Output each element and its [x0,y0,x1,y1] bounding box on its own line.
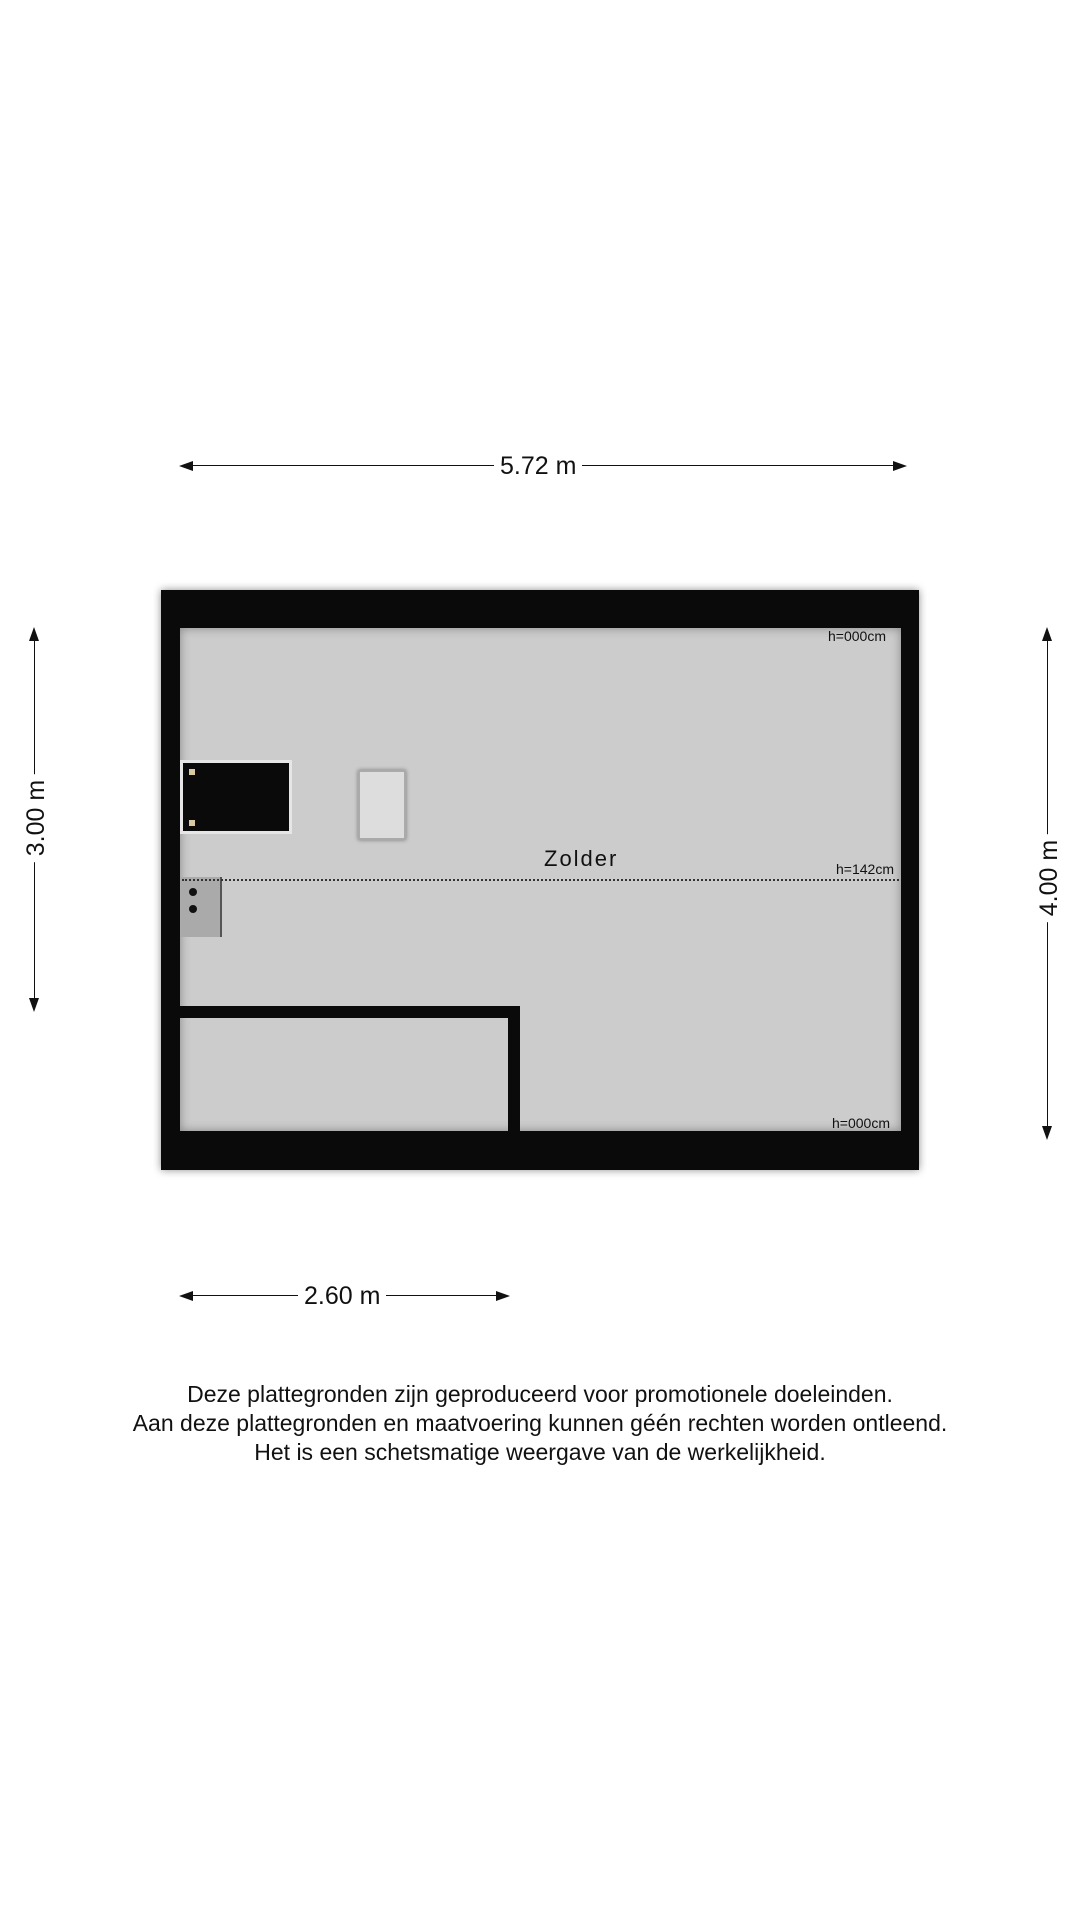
arrow-down-icon [1042,1126,1052,1140]
pipe-connection-icon [189,888,197,896]
height-tag-bottom: h=000cm [832,1115,890,1131]
right-height-label: 4.00 m [1034,834,1064,922]
height-line [182,879,899,881]
disclaimer-line-3: Het is een schetsmatige weergave van de werkelijkheid. [254,1439,826,1465]
ventilation-unit [358,770,406,840]
disclaimer-line-1: Deze plattegronden zijn geproduceerd voor promotionele doeleinden. [187,1381,893,1407]
arrow-right-icon [893,461,907,471]
height-tag-top: h=000cm [828,628,886,644]
room-name: Zolder [544,846,619,871]
arrow-left-icon [179,461,193,471]
bottom-width-label: 2.60 m [298,1281,386,1311]
height-tag-mid: h=142cm [836,861,894,877]
partition-wall-horizontal [180,1006,520,1018]
skylight-window [180,760,292,834]
disclaimer [0,1380,1080,1467]
left-height-label: 3.00 m [21,774,51,862]
window-hinge [189,769,195,775]
arrow-right-icon [496,1291,510,1301]
pipe-connection-icon [189,905,197,913]
arrow-down-icon [29,998,39,1012]
top-width-label: 5.72 m [494,451,582,481]
window-hinge [189,820,195,826]
disclaimer-line-2: Aan deze plattegronden en maatvoering kunnen géén rechten worden ontleend. [132,1410,948,1436]
arrow-left-icon [179,1291,193,1301]
partition-wall-vertical [508,1006,520,1131]
boiler-unit [180,877,222,937]
